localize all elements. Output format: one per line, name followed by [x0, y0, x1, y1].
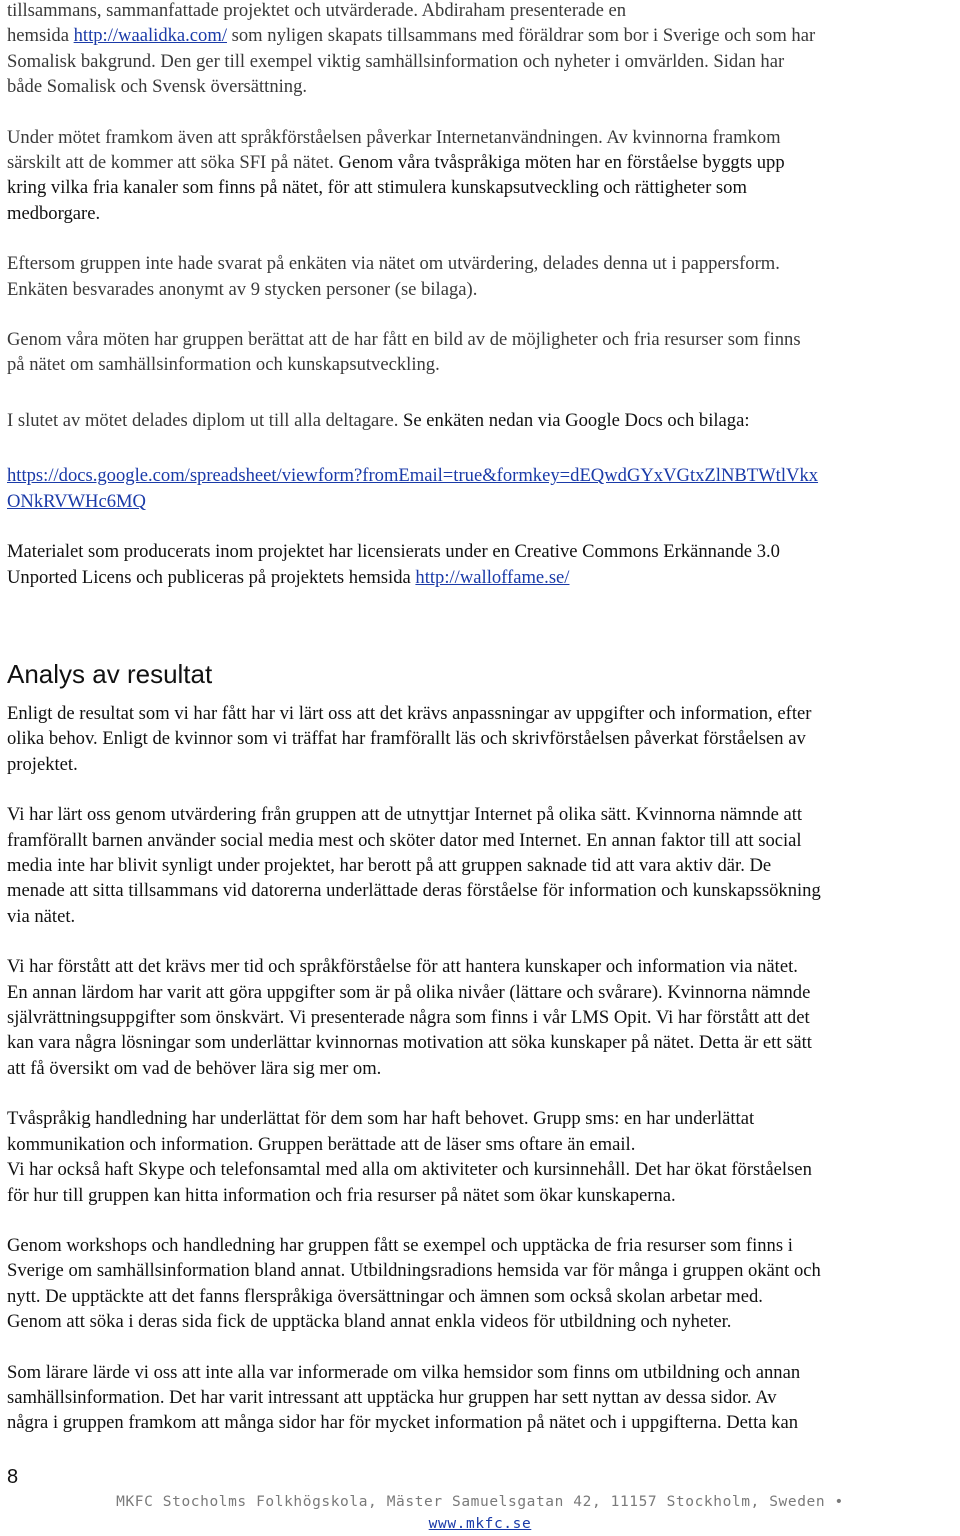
- paragraph-analysis-5: Genom workshops och handledning har gruppen fått se exempel och upptäcka de fria resurser som finns i Sverige om samhällsinformation bland annat. Utbildningsradions hemsida var för många i gruppen okänt och nytt. De upptäckte att det fanns flerspråkiga översättningar och ämnen som också skolan arbetar med. Genom att söka i deras sida fick de upptäcka bland annat enkla videos för utbildning och nyheter.: [7, 1234, 821, 1333]
- paragraph-website-intro: tillsammans, sammanfattade projektet och utvärderade. Abdiraham presenterade en hemsida http://waalidka.com/ som nyligen skapats tillsammans med föräldrar som bor i Sverige och som har Somalisk bakgrund. Den ger till exempel viktig samhällsinformation och nyheter i omvärlden. Sidan har både Somalisk och Svensk översättning.: [7, 0, 816, 98]
- paragraph-analysis-6: Som lärare lärde vi oss att inte alla var informerade om vilka hemsidor som finns om utbildning och annan samhällsinformation. Det har varit intressant att upptäcka hur gruppen har sett nyttan av dessa sidor. Av några i gruppen framkom att många sidor har för mycket information på nätet och i uppgifterna. Detta kan: [7, 1361, 801, 1434]
- intro-block: [7, 0, 957, 590]
- paragraph-license: Materialet som producerats inom projektet har licensierats under en Creative Commons Erkännande 3.0 Unported Licens och publiceras på projektets hemsida http://walloffame.se/: [7, 541, 780, 588]
- google-docs-link-paragraph: [7, 463, 957, 514]
- paragraph-group-opportunities: Genom våra möten har gruppen berättat att de har fått en bild av de möjligheter och fria resurser som finns på nätet om samhällsinformation och kunskapsutveckling.: [7, 329, 801, 376]
- link-walloffame[interactable]: http://walloffame.se/: [415, 566, 570, 588]
- paragraph-analysis-3: Vi har förstått att det krävs mer tid och språkförståelse för att hantera kunskaper och information via nätet. En annan lärdom har varit att göra uppgifter som är på olika nivåer (lättare och svårare). Kvinnorna nämnde självrättningsuppgifter som önskvärt. Vi presenterade några som finns i vår LMS Opit. Vi har förstått att det kan vara några lösningar som underlättar kvinnornas motivation att söka kunskaper på nätet. Detta är ett sätt att få översikt om vad de behöver lära sig mer om.: [7, 956, 812, 1079]
- paragraph-analysis-1: Enligt de resultat som vi har fått har vi lärt oss att det krävs anpassningar av uppgifter och information, efter olika behov. Enligt de kvinnor som vi träffat har framförallt läs och skrivförståelsen påverkat förståelsen av projektet.: [7, 703, 812, 775]
- section-heading-analys: Analys av resultat: [7, 659, 213, 689]
- footer-address: MKFC Stocholms Folkhögskola, Mäster Samuelsgatan 42, 11157 Stockholm, Sweden •: [116, 1494, 844, 1510]
- page-number: 8: [7, 1466, 19, 1488]
- footer-website-link[interactable]: www.mkfc.se: [428, 1516, 532, 1532]
- paragraph-diploma: I slutet av mötet delades diplom ut till alla deltagare. Se enkäten nedan via Google Docs och bilaga:: [7, 409, 750, 431]
- paragraph-language-understanding: Under mötet framkom även att språkförståelsen påverkar Internetanvändningen. Av kvinnorna framkom särskilt att de kommer att söka SFI på nätet. Genom våra tvåspråkiga möten har en förståelse byggts upp kring vilka fria kanaler som finns på nätet, för att stimulera kunskapsutveckling och rättigheter som medborgare.: [7, 126, 785, 224]
- link-google-docs-form[interactable]: https://docs.google.com/spreadsheet/viewform?fromEmail=true&formkey=dEQwdGYxVGtxZlNBTWtlVkx ONkRVWHc6MQ: [7, 465, 819, 512]
- page-footer: [0, 1491, 960, 1535]
- paragraph-survey-paper: Eftersom gruppen inte hade svarat på enkäten via nätet om utvärdering, delades denna ut i pappersform. Enkäten besvarades anonymt av 9 stycken personer (se bilaga).: [7, 253, 780, 300]
- link-waalidka[interactable]: http://waalidka.com/: [73, 25, 227, 47]
- paragraph-analysis-4: Tvåspråkig handledning har underlättat för dem som har haft behovet. Grupp sms: en har underlättat kommunikation och information. Gruppen berättade att de läser sms oftare än email. Vi har också haft Skype och telefonsamtal med alla om aktiviteter och kursinnehåll. Det har ökat förståelsen för hur till gruppen kan hitta information och fria resurser på nätet som ökar kunskaperna.: [7, 1108, 812, 1206]
- paragraph-analysis-2: Vi har lärt oss genom utvärdering från gruppen att de utnyttjar Internet på olika sätt. Kvinnorna nämnde att framförallt barnen använder social media mest och sköter dator med Internet. En annan faktor till att social media inte har blivit synligt under projektet, har berott på att gruppen saknade tid att vara aktiv där. De menade att sitta tillsammans vid datorerna underlättade deras förståelse för information och kunskapssökning via nätet.: [7, 804, 821, 927]
- analysis-block: [7, 701, 957, 1436]
